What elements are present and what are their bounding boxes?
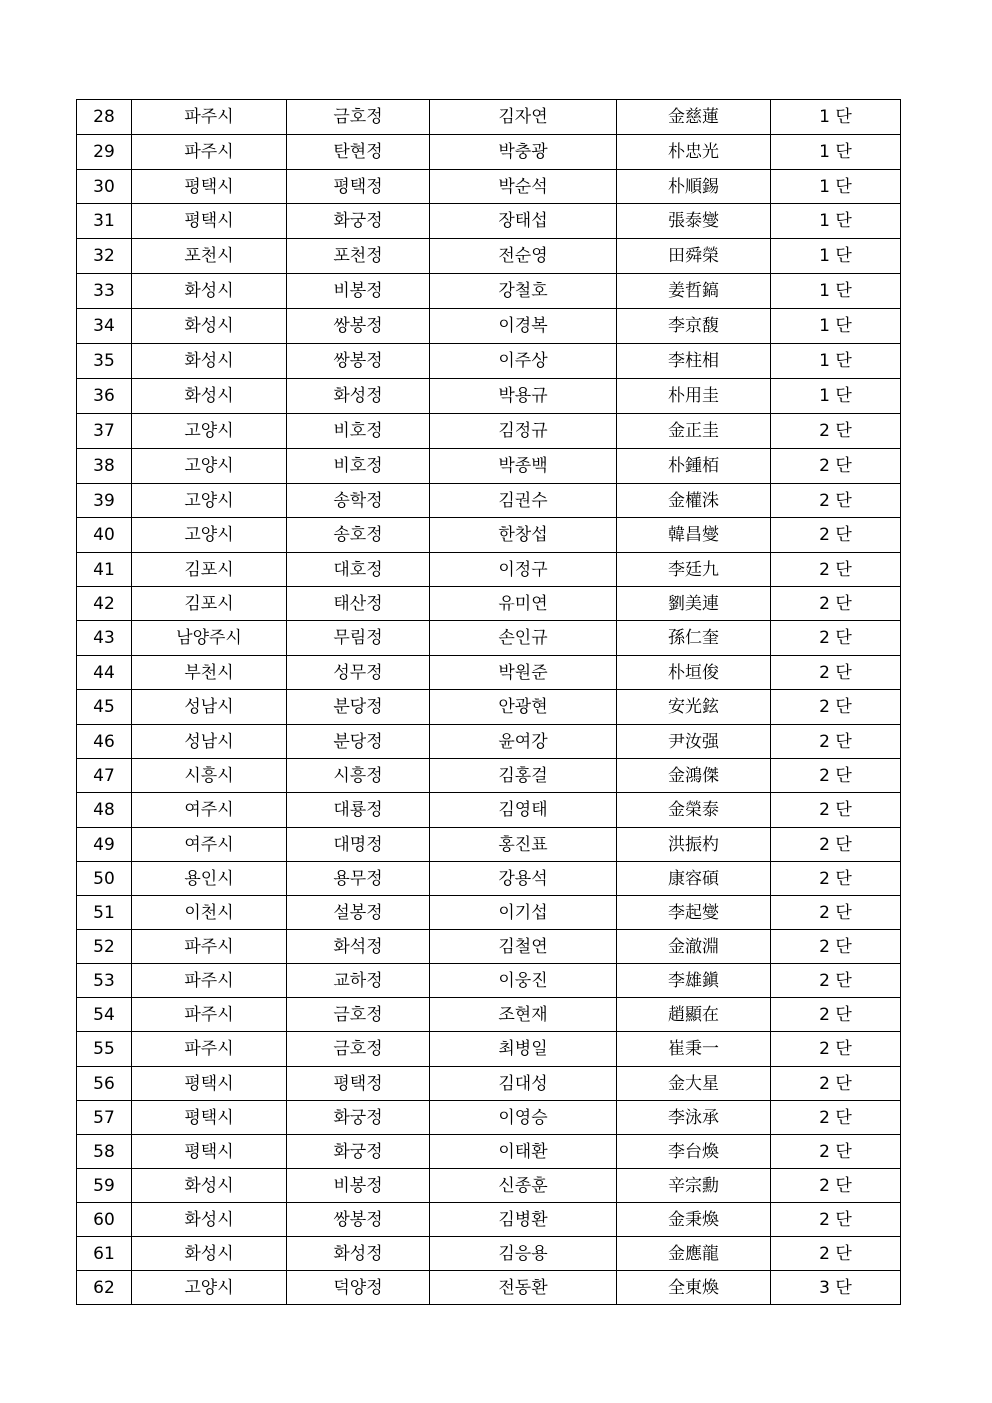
table-row (77, 414, 901, 449)
city-cell: 고양시 (132, 484, 287, 518)
table-row (77, 239, 901, 274)
club-cell: 금호정 (287, 1032, 430, 1067)
table-row (77, 100, 901, 135)
table-row (77, 725, 901, 759)
city-cell: 김포시 (132, 587, 287, 621)
club-cell: 송호정 (287, 518, 430, 553)
grade-cell: 2 단 (771, 1203, 901, 1237)
row-number-cell: 53 (77, 964, 132, 998)
name-cell: 김정규 (430, 414, 617, 449)
name-cell: 박용규 (430, 379, 617, 414)
club-cell: 태산정 (287, 587, 430, 621)
name-cell: 조현재 (430, 998, 617, 1032)
hanja-name-cell: 朴用圭 (617, 379, 771, 414)
name-cell: 김응용 (430, 1237, 617, 1271)
table-row (77, 964, 901, 998)
club-cell: 비봉정 (287, 274, 430, 309)
table-row (77, 309, 901, 344)
hanja-name-cell: 全東煥 (617, 1271, 771, 1305)
table-row (77, 998, 901, 1032)
grade-cell: 1 단 (771, 204, 901, 239)
table-row (77, 759, 901, 793)
table-row (77, 690, 901, 725)
club-cell: 무림정 (287, 621, 430, 656)
row-number-cell: 44 (77, 656, 132, 690)
grade-cell: 2 단 (771, 656, 901, 690)
table-row (77, 587, 901, 621)
city-cell: 화성시 (132, 1237, 287, 1271)
city-cell: 고양시 (132, 414, 287, 449)
row-number-cell: 54 (77, 998, 132, 1032)
club-cell: 화궁정 (287, 1135, 430, 1169)
name-cell: 이경복 (430, 309, 617, 344)
city-cell: 시흥시 (132, 759, 287, 793)
row-number-cell: 46 (77, 725, 132, 759)
club-cell: 화궁정 (287, 204, 430, 239)
hanja-name-cell: 趙顯在 (617, 998, 771, 1032)
table-row (77, 1032, 901, 1067)
table-row (77, 449, 901, 484)
name-cell: 김자연 (430, 100, 617, 135)
club-cell: 대명정 (287, 828, 430, 862)
name-cell: 한창섭 (430, 518, 617, 553)
row-number-cell: 57 (77, 1101, 132, 1135)
hanja-name-cell: 康容碩 (617, 862, 771, 896)
hanja-name-cell: 金大星 (617, 1067, 771, 1101)
roster-table-body (77, 100, 901, 1305)
grade-cell: 2 단 (771, 930, 901, 964)
city-cell: 여주시 (132, 828, 287, 862)
table-row (77, 1135, 901, 1169)
city-cell: 고양시 (132, 518, 287, 553)
city-cell: 이천시 (132, 896, 287, 930)
hanja-name-cell: 孫仁奎 (617, 621, 771, 656)
city-cell: 화성시 (132, 379, 287, 414)
hanja-name-cell: 金正圭 (617, 414, 771, 449)
table-row (77, 1203, 901, 1237)
club-cell: 분당정 (287, 725, 430, 759)
name-cell: 전동환 (430, 1271, 617, 1305)
name-cell: 이태환 (430, 1135, 617, 1169)
grade-cell: 2 단 (771, 1067, 901, 1101)
hanja-name-cell: 李雄鎭 (617, 964, 771, 998)
roster-table (76, 99, 901, 1305)
grade-cell: 2 단 (771, 1101, 901, 1135)
name-cell: 전순영 (430, 239, 617, 274)
table-row (77, 484, 901, 518)
table-row (77, 170, 901, 204)
row-number-cell: 43 (77, 621, 132, 656)
row-number-cell: 51 (77, 896, 132, 930)
hanja-name-cell: 朴忠光 (617, 135, 771, 170)
row-number-cell: 50 (77, 862, 132, 896)
table-row (77, 518, 901, 553)
city-cell: 파주시 (132, 100, 287, 135)
city-cell: 고양시 (132, 1271, 287, 1305)
name-cell: 김철연 (430, 930, 617, 964)
city-cell: 여주시 (132, 793, 287, 828)
grade-cell: 2 단 (771, 896, 901, 930)
grade-cell: 2 단 (771, 414, 901, 449)
city-cell: 평택시 (132, 1067, 287, 1101)
grade-cell: 2 단 (771, 964, 901, 998)
grade-cell: 2 단 (771, 484, 901, 518)
hanja-name-cell: 李京馥 (617, 309, 771, 344)
club-cell: 비봉정 (287, 1169, 430, 1203)
row-number-cell: 55 (77, 1032, 132, 1067)
club-cell: 금호정 (287, 998, 430, 1032)
row-number-cell: 60 (77, 1203, 132, 1237)
city-cell: 평택시 (132, 204, 287, 239)
club-cell: 대호정 (287, 553, 430, 587)
grade-cell: 2 단 (771, 587, 901, 621)
row-number-cell: 29 (77, 135, 132, 170)
grade-cell: 2 단 (771, 621, 901, 656)
table-row (77, 135, 901, 170)
row-number-cell: 30 (77, 170, 132, 204)
city-cell: 김포시 (132, 553, 287, 587)
name-cell: 손인규 (430, 621, 617, 656)
grade-cell: 3 단 (771, 1271, 901, 1305)
table-row (77, 1169, 901, 1203)
club-cell: 포천정 (287, 239, 430, 274)
grade-cell: 2 단 (771, 862, 901, 896)
club-cell: 시흥정 (287, 759, 430, 793)
club-cell: 성무정 (287, 656, 430, 690)
name-cell: 김대성 (430, 1067, 617, 1101)
grade-cell: 2 단 (771, 1032, 901, 1067)
club-cell: 평택정 (287, 1067, 430, 1101)
city-cell: 용인시 (132, 862, 287, 896)
row-number-cell: 58 (77, 1135, 132, 1169)
hanja-name-cell: 李柱相 (617, 344, 771, 379)
grade-cell: 1 단 (771, 344, 901, 379)
table-row (77, 862, 901, 896)
city-cell: 성남시 (132, 725, 287, 759)
city-cell: 파주시 (132, 964, 287, 998)
row-number-cell: 48 (77, 793, 132, 828)
hanja-name-cell: 辛宗勳 (617, 1169, 771, 1203)
hanja-name-cell: 李台煥 (617, 1135, 771, 1169)
club-cell: 화궁정 (287, 1101, 430, 1135)
city-cell: 파주시 (132, 930, 287, 964)
table-row (77, 793, 901, 828)
grade-cell: 2 단 (771, 828, 901, 862)
name-cell: 이정구 (430, 553, 617, 587)
city-cell: 평택시 (132, 170, 287, 204)
row-number-cell: 45 (77, 690, 132, 725)
name-cell: 박원준 (430, 656, 617, 690)
row-number-cell: 36 (77, 379, 132, 414)
row-number-cell: 56 (77, 1067, 132, 1101)
hanja-name-cell: 崔秉一 (617, 1032, 771, 1067)
grade-cell: 1 단 (771, 309, 901, 344)
hanja-name-cell: 韓昌燮 (617, 518, 771, 553)
club-cell: 송학정 (287, 484, 430, 518)
city-cell: 포천시 (132, 239, 287, 274)
table-row (77, 1101, 901, 1135)
club-cell: 대룡정 (287, 793, 430, 828)
name-cell: 유미연 (430, 587, 617, 621)
grade-cell: 2 단 (771, 759, 901, 793)
hanja-name-cell: 張泰燮 (617, 204, 771, 239)
city-cell: 화성시 (132, 1169, 287, 1203)
hanja-name-cell: 金鴻傑 (617, 759, 771, 793)
table-row (77, 274, 901, 309)
row-number-cell: 49 (77, 828, 132, 862)
hanja-name-cell: 姜哲鎬 (617, 274, 771, 309)
grade-cell: 1 단 (771, 379, 901, 414)
row-number-cell: 47 (77, 759, 132, 793)
name-cell: 홍진표 (430, 828, 617, 862)
hanja-name-cell: 金應龍 (617, 1237, 771, 1271)
row-number-cell: 37 (77, 414, 132, 449)
hanja-name-cell: 金澈淵 (617, 930, 771, 964)
grade-cell: 2 단 (771, 1135, 901, 1169)
grade-cell: 2 단 (771, 553, 901, 587)
row-number-cell: 40 (77, 518, 132, 553)
city-cell: 화성시 (132, 1203, 287, 1237)
club-cell: 쌍봉정 (287, 309, 430, 344)
row-number-cell: 42 (77, 587, 132, 621)
club-cell: 평택정 (287, 170, 430, 204)
club-cell: 비호정 (287, 414, 430, 449)
city-cell: 화성시 (132, 309, 287, 344)
grade-cell: 2 단 (771, 998, 901, 1032)
club-cell: 쌍봉정 (287, 1203, 430, 1237)
row-number-cell: 52 (77, 930, 132, 964)
grade-cell: 2 단 (771, 449, 901, 484)
city-cell: 평택시 (132, 1101, 287, 1135)
table-row (77, 828, 901, 862)
row-number-cell: 61 (77, 1237, 132, 1271)
club-cell: 분당정 (287, 690, 430, 725)
row-number-cell: 39 (77, 484, 132, 518)
hanja-name-cell: 李廷九 (617, 553, 771, 587)
grade-cell: 1 단 (771, 135, 901, 170)
name-cell: 최병일 (430, 1032, 617, 1067)
hanja-name-cell: 劉美連 (617, 587, 771, 621)
name-cell: 강철호 (430, 274, 617, 309)
club-cell: 덕양정 (287, 1271, 430, 1305)
grade-cell: 2 단 (771, 690, 901, 725)
row-number-cell: 28 (77, 100, 132, 135)
grade-cell: 2 단 (771, 793, 901, 828)
table-row (77, 553, 901, 587)
name-cell: 이기섭 (430, 896, 617, 930)
city-cell: 파주시 (132, 1032, 287, 1067)
name-cell: 김영태 (430, 793, 617, 828)
name-cell: 장태섭 (430, 204, 617, 239)
hanja-name-cell: 金慈蓮 (617, 100, 771, 135)
row-number-cell: 31 (77, 204, 132, 239)
city-cell: 성남시 (132, 690, 287, 725)
club-cell: 비호정 (287, 449, 430, 484)
hanja-name-cell: 朴順錫 (617, 170, 771, 204)
name-cell: 김홍걸 (430, 759, 617, 793)
hanja-name-cell: 洪振杓 (617, 828, 771, 862)
name-cell: 이주상 (430, 344, 617, 379)
city-cell: 평택시 (132, 1135, 287, 1169)
city-cell: 남양주시 (132, 621, 287, 656)
city-cell: 부천시 (132, 656, 287, 690)
hanja-name-cell: 金秉煥 (617, 1203, 771, 1237)
hanja-name-cell: 田舜榮 (617, 239, 771, 274)
city-cell: 화성시 (132, 344, 287, 379)
grade-cell: 1 단 (771, 239, 901, 274)
club-cell: 화성정 (287, 379, 430, 414)
club-cell: 쌍봉정 (287, 344, 430, 379)
row-number-cell: 59 (77, 1169, 132, 1203)
table-row (77, 1271, 901, 1305)
row-number-cell: 34 (77, 309, 132, 344)
grade-cell: 2 단 (771, 518, 901, 553)
row-number-cell: 62 (77, 1271, 132, 1305)
row-number-cell: 35 (77, 344, 132, 379)
grade-cell: 1 단 (771, 274, 901, 309)
table-row (77, 1237, 901, 1271)
club-cell: 교하정 (287, 964, 430, 998)
name-cell: 신종훈 (430, 1169, 617, 1203)
name-cell: 김권수 (430, 484, 617, 518)
grade-cell: 2 단 (771, 725, 901, 759)
row-number-cell: 32 (77, 239, 132, 274)
club-cell: 금호정 (287, 100, 430, 135)
name-cell: 윤여강 (430, 725, 617, 759)
name-cell: 이웅진 (430, 964, 617, 998)
name-cell: 강용석 (430, 862, 617, 896)
hanja-name-cell: 金權洙 (617, 484, 771, 518)
row-number-cell: 33 (77, 274, 132, 309)
club-cell: 설봉정 (287, 896, 430, 930)
table-row (77, 204, 901, 239)
city-cell: 파주시 (132, 135, 287, 170)
table-row (77, 344, 901, 379)
table-row (77, 621, 901, 656)
table-row (77, 1067, 901, 1101)
club-cell: 화석정 (287, 930, 430, 964)
hanja-name-cell: 李泳承 (617, 1101, 771, 1135)
table-row (77, 930, 901, 964)
name-cell: 박충광 (430, 135, 617, 170)
name-cell: 박순석 (430, 170, 617, 204)
hanja-name-cell: 安光鉉 (617, 690, 771, 725)
name-cell: 김병환 (430, 1203, 617, 1237)
city-cell: 화성시 (132, 274, 287, 309)
hanja-name-cell: 金榮泰 (617, 793, 771, 828)
name-cell: 안광현 (430, 690, 617, 725)
row-number-cell: 38 (77, 449, 132, 484)
grade-cell: 1 단 (771, 100, 901, 135)
club-cell: 용무정 (287, 862, 430, 896)
city-cell: 고양시 (132, 449, 287, 484)
hanja-name-cell: 朴垣俊 (617, 656, 771, 690)
grade-cell: 1 단 (771, 170, 901, 204)
grade-cell: 2 단 (771, 1237, 901, 1271)
city-cell: 파주시 (132, 998, 287, 1032)
table-row (77, 656, 901, 690)
hanja-name-cell: 朴鍾栢 (617, 449, 771, 484)
table-row (77, 379, 901, 414)
name-cell: 이영승 (430, 1101, 617, 1135)
club-cell: 화성정 (287, 1237, 430, 1271)
row-number-cell: 41 (77, 553, 132, 587)
hanja-name-cell: 李起燮 (617, 896, 771, 930)
club-cell: 탄현정 (287, 135, 430, 170)
table-row (77, 896, 901, 930)
hanja-name-cell: 尹汝强 (617, 725, 771, 759)
name-cell: 박종백 (430, 449, 617, 484)
grade-cell: 2 단 (771, 1169, 901, 1203)
